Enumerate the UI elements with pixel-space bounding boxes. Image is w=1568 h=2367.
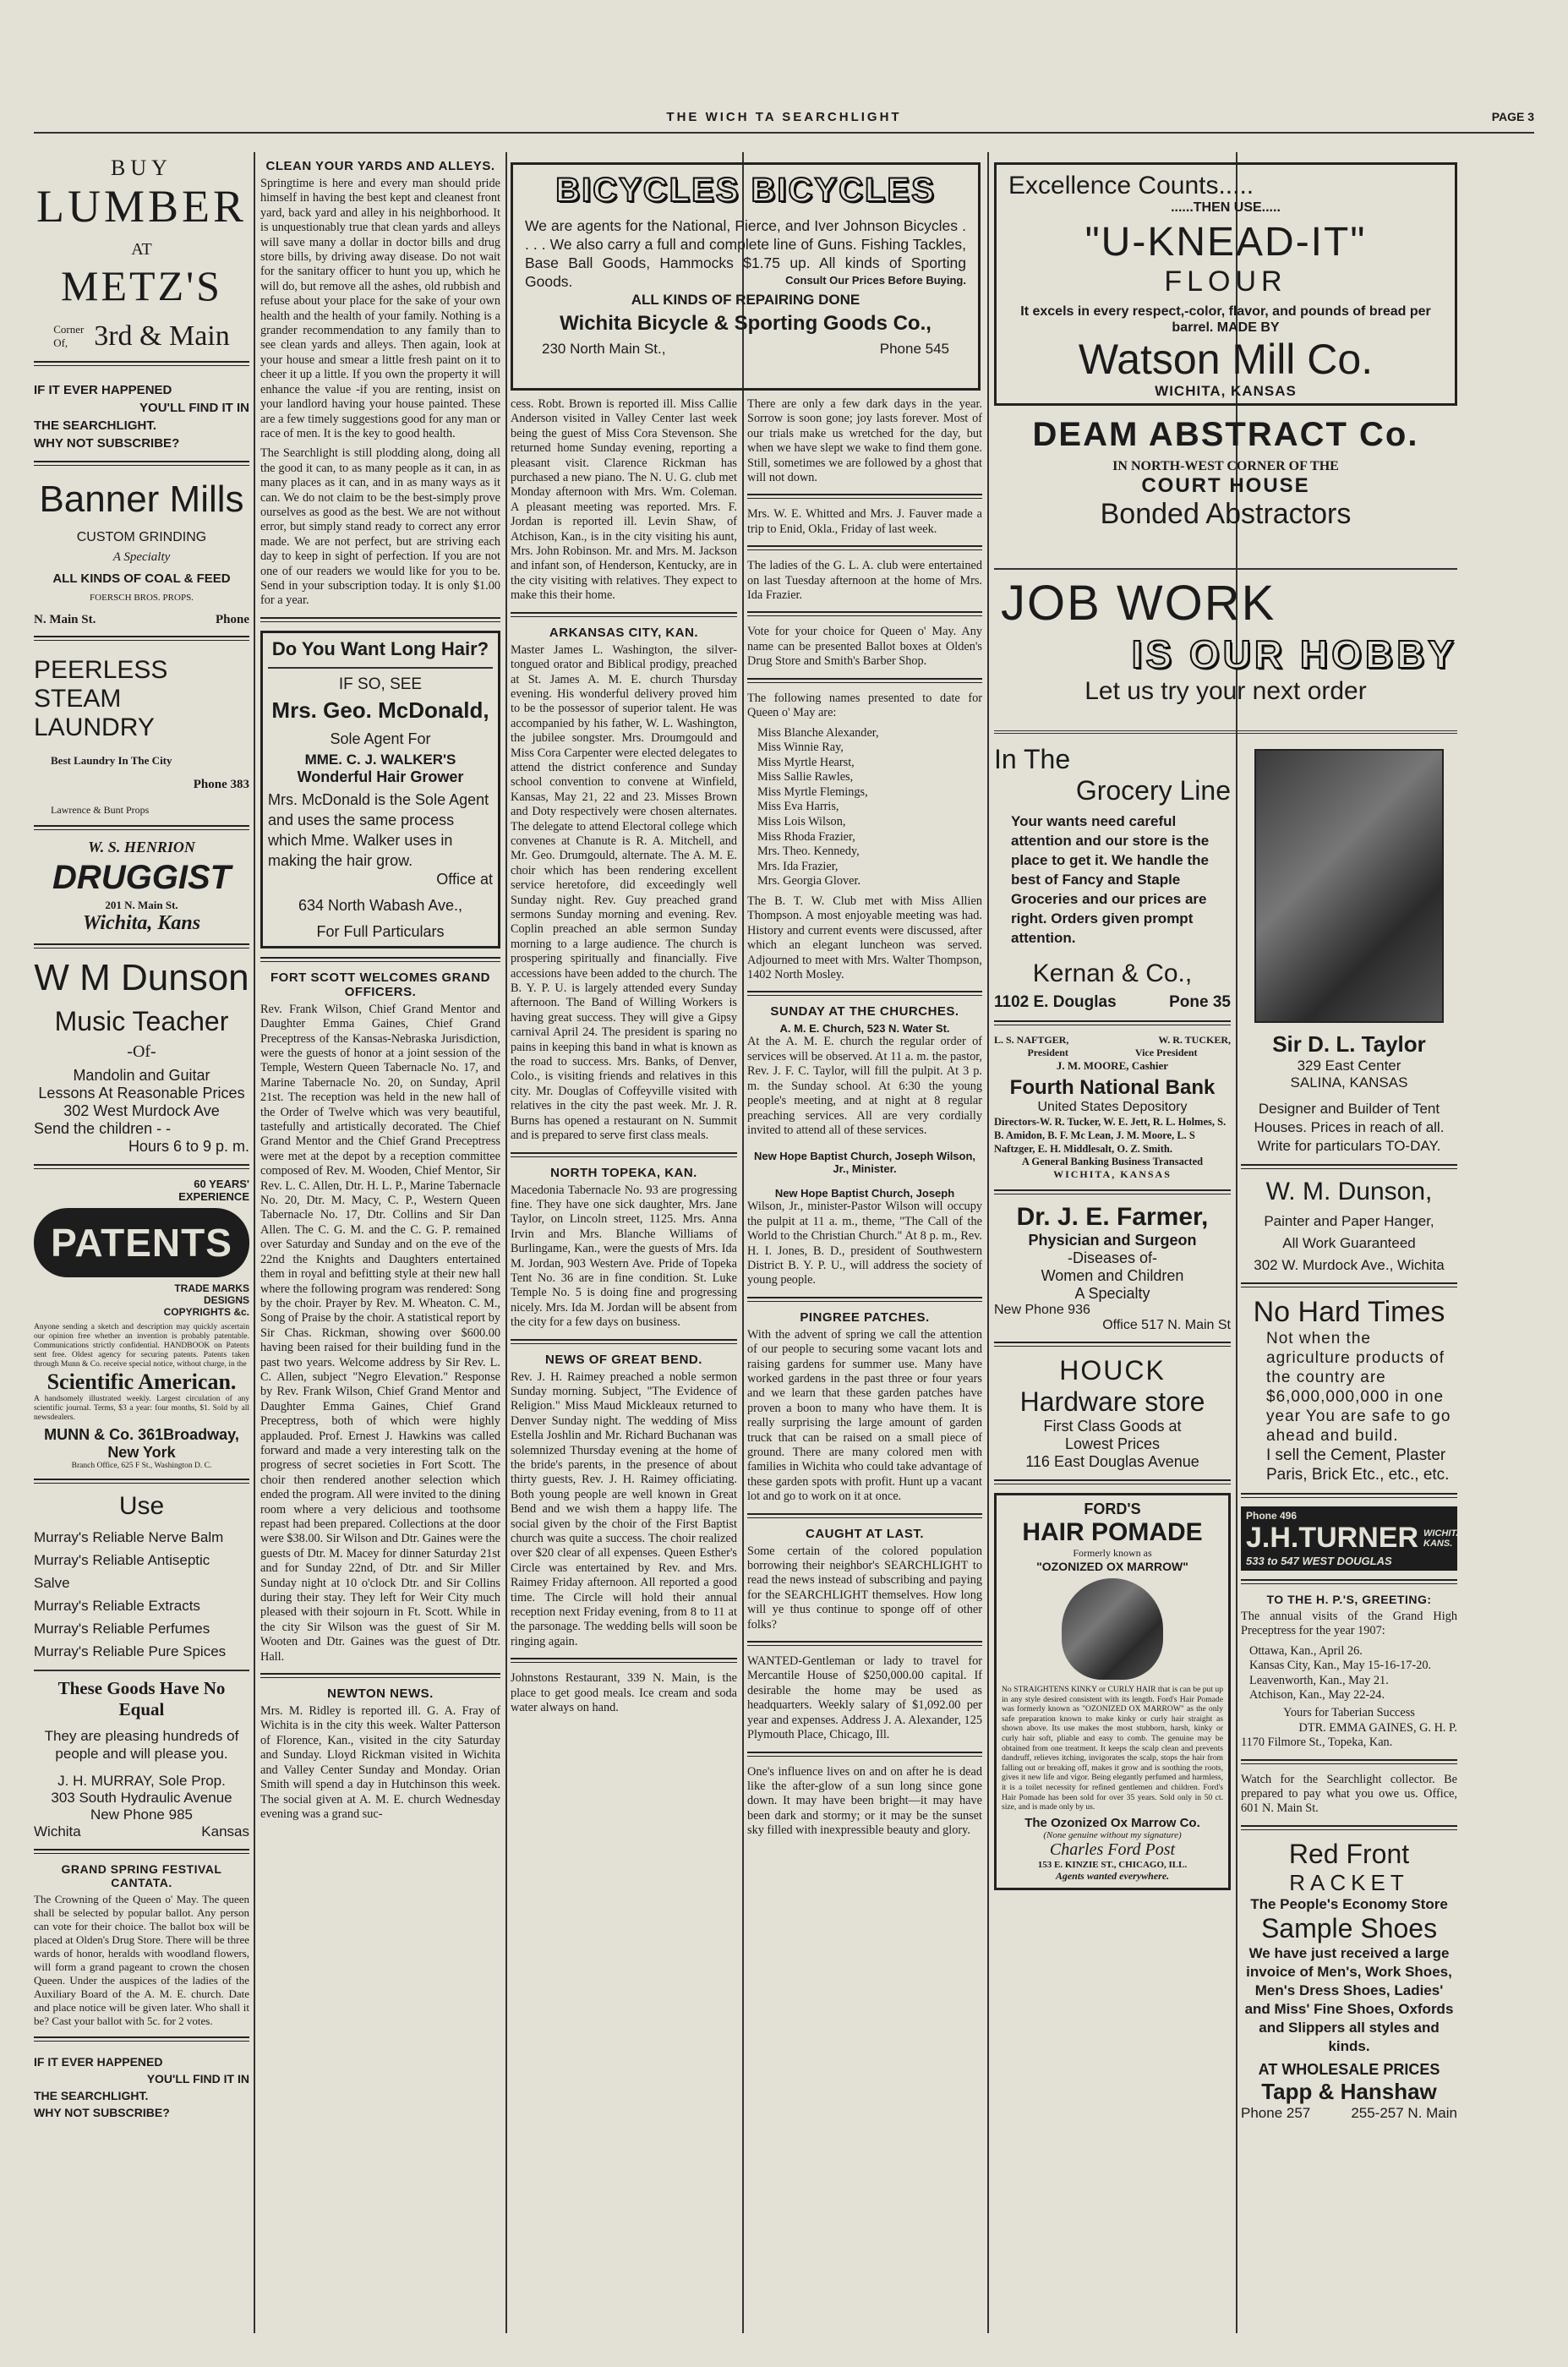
page-number: PAGE 3 xyxy=(1491,110,1534,123)
uknead-body: It excels in every respect,-color, flavor, and pounds of bread per barrel. MADE BY xyxy=(1020,304,1431,335)
notice-line: YOU'LL FIND IT IN xyxy=(139,401,249,415)
clean-yards-body: Springtime is here and every man should pride himself in having the best kept and cleanest front yard, back yard and alley in his neighborhood. It is unquestionably true that clean yards and alleys will save many a dollar in doctor bills and drug store bills, by driving away disease. Do not wait for the sanitary officer to hunt you up, which he will do, but remove all the ashes, old rubbish and refuse about your place for the sake of your own health and the health of your family. Nothing is a grander recommendation to any family than to see clean yards and alleys. Then again, look at your house and smear a little fresh paint on it to cheer it up a little. If you own the property it will enhance the value -if you are renting, insist on your landlord having your house painted. These are a few timely suggestions good for any man or race of men. It is the key to good health. xyxy=(260,177,500,440)
sunday-subhead: A. M. E. Church, 523 N. Water St. xyxy=(779,1022,950,1036)
hard-times-body: Not when the agriculture products of the country are $6,000,000,000 in one year You are safe to go ahead and build. xyxy=(1266,1330,1451,1445)
murray-slogan: These Goods Have No Equal xyxy=(57,1678,226,1719)
notice-line: THE SEARCHLIGHT. xyxy=(34,2089,149,2102)
pomade-body: No STRAIGHTENS KINKY or CURLY HAIR that is can be put up in any style desired consistent with its length. Ford's Hair Pomade was formerly known as "OZONIZED OX MARROW" as the only safe preparation known to make kinky or curly hair straight as shown above. Its use makes the most stubborn, harsh, kinky or curly hair soft, pliable and easy to comb. The genuine may be obtained from one treatment. It keeps the scalp clean and prevents dandruff, relieves itching, invigorates the scalp, stops the hair from falling out or breaking off, makes it grow and is soothing the roots, gives it new life and vigor. Being elegantly perfumed and harmless, it is a toilet necessity for refined gentlemen and children. Ford's Hair Pomade has been sold for over 35 years. Sold only in 50 ct. size, and is made only by us. xyxy=(1002,1685,1223,1812)
murray-use: Use xyxy=(118,1492,165,1520)
pingree-article xyxy=(747,1310,982,1505)
druggist-title: DRUGGIST xyxy=(52,859,232,896)
red-front-line1: Red Front xyxy=(1288,1838,1410,1869)
newton-headline: NEWTON NEWS. xyxy=(327,1686,434,1702)
wanted-notice: WANTED-Gentleman or lady to travel for Mercantile House of $250,000.00 capital. If desirable the home may be used as headquarters. Weekly salary of $1,092.00 per year and expenses. Address J. A. Alexander, 125 Plymouth Place, Chicago, Ill. xyxy=(747,1654,982,1742)
list-item: Miss Lois Wilson, xyxy=(757,815,846,829)
red-front-line4: Sample Shoes xyxy=(1260,1912,1438,1943)
taylor-address: 329 East Center xyxy=(1297,1058,1401,1074)
dunson-line: Send the children - - xyxy=(34,1120,172,1137)
list-item: Miss Sallie Rawles, xyxy=(757,770,854,784)
queen-names-list xyxy=(747,726,982,890)
hair-sole: Sole Agent For xyxy=(330,730,431,747)
sunday-churches-article xyxy=(747,1004,982,1287)
whitted-notice: Mrs. W. E. Whitted and Mrs. J. Fauver made a trip to Enid, Okla., Friday of last week. xyxy=(747,507,982,536)
red-front-phone: Phone 257 xyxy=(1241,2104,1311,2121)
bank-city: WICHITA, KANSAS xyxy=(1053,1168,1172,1180)
uknead-line1: Excellence Counts..... xyxy=(1008,172,1254,200)
hair-grower: Wonderful Hair Grower xyxy=(297,768,464,785)
murray-item: Murray's Reliable Nerve Balm xyxy=(34,1529,224,1545)
bank-officer: W. R. TUCKER, xyxy=(1158,1034,1231,1046)
bank-pres: President xyxy=(1027,1047,1068,1058)
hair-ifso: IF SO, SEE xyxy=(338,675,423,693)
druggist-address: 201 N. Main St. xyxy=(105,899,178,911)
bicycles-body: We are agents for the National, Pierce, and Iver Johnson Bicycles . . . . We also carry a full and complete line of Guns. Fishing Tackles, Base Ball Goods, Hammocks $1.75 up. All kinds of Sporting Goods. xyxy=(525,217,966,290)
notice-line: THE SEARCHLIGHT. xyxy=(34,418,157,433)
murray-phone: New Phone 985 xyxy=(90,1807,193,1823)
new-hope-subhead-2: New Hope Baptist Church, Joseph xyxy=(774,1187,955,1200)
grand-visit: Leavenworth, Kan., May 21. xyxy=(1249,1673,1389,1687)
hair-name: Mrs. Geo. McDonald, xyxy=(271,697,489,723)
bank-general: A General Banking Business Transacted xyxy=(1021,1156,1204,1167)
bank-directors: Directors-W. R. Tucker, W. E. Jett, R. L. Holmes, S. B. Amidon, B. F. Mc Lean, J. M. Moore, L. S Naftzger, E. H. Middlesalt, O. Z. Smith. xyxy=(994,1116,1227,1155)
cantata-headline: GRAND SPRING FESTIVAL CANTATA. xyxy=(61,1862,222,1889)
grocery-ad xyxy=(994,744,1231,1012)
red-front-wholesale: AT WHOLESALE PRICES xyxy=(1258,2060,1440,2078)
bicycles-phone: Phone 545 xyxy=(879,341,949,357)
grocery-phone: Pone 35 xyxy=(1169,993,1231,1011)
hair-office: Office at xyxy=(436,870,493,888)
notice-line: IF IT EVER HAPPENED xyxy=(34,2055,163,2069)
dunson-line: Lessons At Reasonable Prices xyxy=(38,1085,245,1102)
grand-visits-notice xyxy=(1241,1593,1457,1751)
notice-line: WHY NOT SUBSCRIBE? xyxy=(34,436,180,451)
turner-name: J.H.TURNER xyxy=(1246,1522,1419,1554)
bank-ad xyxy=(994,1034,1231,1181)
newton-continued: cess. Robt. Brown is reported ill. Miss Callie Anderson visited in Valley Center last week being the guest of Miss Cora Stevenson. She returned home Sunday evening, reporting a pleasant visit. Clarence Rickman has purchased a new piano. The N. U. G. club met Monday afternoon with Mrs. Wm. Coleman. A pleasant meeting was reported. Mrs. F. Jordan is reported ill. Levin Shaw, of Atchison, Kan., is in the city visiting his aunt, Mrs. John Robinson. Mr. and Mrs. M. Jackson and infant son, of Henderson, Kentucky, are in the city visiting with relatives. They expect to make this their home. xyxy=(511,397,737,603)
farmer-line: Women and Children xyxy=(1041,1267,1184,1284)
farmer-name: Dr. J. E. Farmer, xyxy=(1016,1203,1209,1231)
patents-marks: TRADE MARKS DESIGNS COPYRIGHTS &c. xyxy=(163,1282,249,1318)
peerless-name: PEERLESS xyxy=(34,656,168,684)
dark-days-paragraph: There are only a few dark days in the year. Sorrow is soon gone; joy lasts forever. Most of our trials make us wretched for the day, but when we have slept we wake to find them gone. Still, sometimes we are followed by a ghost that will not down. xyxy=(747,397,982,485)
grand-body: The annual visits of the Grand High Preceptress for the year 1907: xyxy=(1241,1610,1457,1638)
deam-line3: Bonded Abstractors xyxy=(1100,498,1352,530)
grand-close: Yours for Taberian Success xyxy=(1283,1706,1415,1720)
dunson-music-ad xyxy=(34,957,249,1156)
murray-item: Murray's Reliable Extracts xyxy=(34,1598,200,1614)
dunson-paint-line: All Work Guaranteed xyxy=(1282,1235,1416,1251)
grand-visit: Ottawa, Kan., April 26. xyxy=(1249,1643,1363,1658)
masthead-title: THE WICH TA SEARCHLIGHT xyxy=(666,110,902,124)
dunson-line: Hours 6 to 9 p. m. xyxy=(128,1138,249,1155)
dunson-of: -Of- xyxy=(127,1042,156,1061)
bank-depository: United States Depository xyxy=(1037,1100,1188,1114)
turner-phone: Phone 496 xyxy=(1246,1510,1298,1522)
vote-notice: Vote for your choice for Queen o' May. Any name can be presented Ballot boxes at Olden's Drug Store and Smith's Barber Shop. xyxy=(747,625,982,669)
dunson-line: Mandolin and Guitar xyxy=(73,1067,210,1084)
lumber-buy: BUY xyxy=(111,156,172,180)
grand-address: 1170 Filmore St., Topeka, Kan. xyxy=(1241,1736,1393,1750)
hair-mme: MME. C. J. WALKER'S xyxy=(304,751,456,768)
farmer-title: Physician and Surgeon xyxy=(1028,1232,1197,1249)
murray-ad xyxy=(34,1492,249,1840)
uknead-flour: FLOUR xyxy=(1164,265,1287,298)
farmer-line: -Diseases of- xyxy=(1067,1249,1158,1266)
patents-title-box xyxy=(34,1208,249,1277)
notice-line: WHY NOT SUBSCRIBE? xyxy=(34,2106,170,2119)
arkansas-body: Master James L. Washington, the silver-tongued orator and Biblical prodigy, preached at St. James A. M. E. church Thursday evening. His wonderful delivery proved him to be the possessor of superior talent. He was accompanied by his father, W. L. Washington, the jubilee songster. Mrs. Droumgould and Miss Cora Carpenter were elected delegates to attend the district conference and Sunday school convention to convene at Winfield, Kansas, May 21, 22 and 23. Misses Brown and Doty respectively were chosen alternates. The delegate to attend Electoral college which convenes at Chanute is R. A. Mitchell, and Mr. Geo. Drumgould, alternate. The A. M. E. choir which has been rendering excellent service heretofore, did exceedingly well Sunday night. Rev. Guy preached grand sermons Sunday morning and evening. Rev. Coplin preached an able sermon Sunday morning to a large audience. The church is prospering spiritually and financially. Five accessions have been added to the church. The B. Y. P. U. is largely attended every Sunday afternoon. The Band of Willing Workers is having great success. They will give a Gipsy carnival April 24. The president is sparing no pains in keeping this band in what is known as the road to success. Mrs. Banks, of Denver, Colo., is visiting friends and relatives in this city. Mr. Douglas of Coffeyville visited with relatives in the city the past week. Mr. J. R. Burns has opened a restaurant on N. Summit and is prepared to serve first class meals. xyxy=(511,642,737,1143)
taylor-body: Designer and Builder of Tent Houses. Prices in reach of all. Write for particulars TO-DAY. xyxy=(1254,1101,1445,1154)
deam-line1: IN NORTH-WEST CORNER OF THE xyxy=(1112,459,1339,473)
bank-name: Fourth National Bank xyxy=(1009,1076,1216,1099)
deam-line2: COURT HOUSE xyxy=(1141,474,1310,497)
pomade-address: 153 E. KINZIE ST., CHICAGO, ILL. xyxy=(1037,1859,1188,1870)
lumber-address: 3rd & Main xyxy=(94,320,230,352)
peerless-name: STEAM xyxy=(34,685,122,713)
taylor-photo xyxy=(1254,749,1444,1023)
queen-names-intro: The following names presented to date for Queen o' May are: xyxy=(747,691,982,720)
turner-address: 533 to 547 WEST DOUGLAS xyxy=(1246,1555,1392,1567)
column-6 xyxy=(1241,744,1466,2333)
houck-address: 116 East Douglas Avenue xyxy=(1025,1453,1199,1470)
dunson-paint-line: 302 W. Murdock Ave., Wichita xyxy=(1254,1257,1445,1273)
clean-yards-headline: CLEAN YOUR YARDS AND ALLEYS. xyxy=(265,159,495,173)
pomade-company: The Ozonized Ox Marrow Co. xyxy=(1024,1815,1200,1830)
banner-line: FOERSCH BROS. PROPS. xyxy=(90,593,194,603)
patents-body2: A handsomely illustrated weekly. Largest circulation of any scientific journal. Terms, $3 a year: four months, $1. Sold by all newsdealers. xyxy=(34,1395,249,1422)
lumber-ad xyxy=(34,156,249,353)
influence-paragraph: One's influence lives on and on after he is dead like the after-glow of a sun long since gone down. It may have been bright—it may have been dark and stormy; or it may be the sunset sky filled with inexpressible beauty and glory. xyxy=(747,1764,982,1838)
houck-name: HOUCK xyxy=(1059,1355,1166,1386)
grocery-body: Your wants need careful attention and our store is the place to get it. We handle the best of Fancy and Staple Groceries and our prices are right. Orders given prompt attention. xyxy=(1011,813,1210,946)
murray-item: Murray's Reliable Pure Spices xyxy=(34,1643,227,1659)
pomade-ox: "OZONIZED OX MARROW" xyxy=(1036,1560,1188,1573)
bicycles-ad xyxy=(511,162,981,391)
grocery-line1: In The xyxy=(994,744,1071,774)
bank-officer: L. S. NAFTGER, xyxy=(994,1034,1069,1046)
banner-mills-name: Banner Mills xyxy=(39,478,244,520)
newton-body: Mrs. M. Ridley is reported ill. G. A. Fray of Wichita is in the city this week. Walter Patterson of Florence, Kan., visited in the city Saturday and Sunday. Lloyd Rickman visited in Wichita and Valley Center Sunday and Monday. Orian Smith will spend a day in Hutchinson this week. The social given at A. M. E. church Wednesday evening was a grand suc- xyxy=(260,1704,500,1821)
subscribe-notice-2 xyxy=(34,2053,249,2121)
cantata-article xyxy=(34,1862,249,2028)
hair-address: 634 North Wabash Ave., xyxy=(298,896,463,914)
murray-address: 303 South Hydraulic Avenue xyxy=(51,1790,232,1806)
pomade-formerly: Formerly known as xyxy=(1073,1547,1152,1559)
job-line3: Let us try your next order xyxy=(1084,677,1367,705)
caught-body: Some certain of the colored population borrowing their neighbor's SEARCHLIGHT to read the news instead of subscribing and paying for the SEARCHLIGHT themselves. How long will ye thus continue to sponge off of other folks? xyxy=(747,1544,982,1632)
notice-line: YOU'LL FIND IT IN xyxy=(146,2072,249,2085)
north-topeka-body: Macedonia Tabernacle No. 93 are progressing fine. They have one sick daughter, Mrs. Jane Taylor, on Lincoln street, 1125. Mrs. Anna Irvin and Mrs. Blanche Williams of Burlingame, Kan., were the guests of Mrs. Ida M. Jordan, 903 Western Ave. Pride of Topeka Tent No. 36 are in fine condition. St. Luke Temple No. 5 is doing fine and progressing nicely. Mrs. Ida M. Jordan will be absent from the city for a few days on business. xyxy=(511,1183,737,1330)
woman-portrait-icon xyxy=(1062,1578,1163,1680)
patents-ad xyxy=(34,1178,249,1470)
hair-headline: Do You Want Long Hair? xyxy=(271,637,489,659)
arkansas-headline: ARKANSAS CITY, KAN. xyxy=(549,625,699,640)
dunson-name: W M Dunson xyxy=(34,957,249,998)
houck-line2: First Class Goods at xyxy=(1043,1418,1182,1435)
uknead-city: WICHITA, KANSAS xyxy=(1155,383,1297,399)
druggist-city: Wichita, Kans xyxy=(82,912,201,934)
column-5 xyxy=(994,744,1231,2333)
list-item: Miss Blanche Alexander, xyxy=(757,725,879,740)
houck-line3: Lowest Prices xyxy=(1064,1435,1161,1452)
murray-city: Wichita xyxy=(34,1823,81,1839)
hair-full: For Full Particulars xyxy=(316,922,445,940)
list-item: Miss Winnie Ray, xyxy=(757,741,844,755)
north-topeka-article xyxy=(511,1166,737,1331)
hard-times-line2: I sell the Cement, Plaster Paris, Brick Etc., etc., etc. xyxy=(1266,1446,1450,1484)
deam-abstract-ad xyxy=(994,416,1457,531)
great-bend-headline: NEWS OF GREAT BEND. xyxy=(545,1352,702,1367)
taylor-ad xyxy=(1241,1031,1457,1156)
banner-line: ALL KINDS OF COAL & FEED xyxy=(52,571,231,586)
pomade-ad xyxy=(994,1493,1231,1890)
murray-owner: J. H. MURRAY, Sole Prop. xyxy=(57,1773,226,1789)
job-line1: JOB WORK xyxy=(1001,576,1276,631)
column-4 xyxy=(747,397,982,2333)
dunson-title: Music Teacher xyxy=(54,1006,229,1036)
uknead-name: "U-KNEAD-IT" xyxy=(1084,220,1367,265)
great-bend-article xyxy=(511,1353,737,1650)
patents-body: Anyone sending a sketch and description may quickly ascertain our opinion free whether an invention is probably patentable. Communications strictly confidential. HANDBOOK on Patents sent free. Oldest agency for securing patents. Patents taken through Munn & Co. receive special notice, without charge, in the xyxy=(34,1323,249,1369)
subscribe-notice-1 xyxy=(34,381,249,452)
notice-line: IF IT EVER HAPPENED xyxy=(34,383,172,397)
pingree-headline: PINGREE PATCHES. xyxy=(800,1309,930,1325)
job-line2: IS OUR HOBBY xyxy=(1131,632,1457,676)
bicycles-company: Wichita Bicycle & Sporting Goods Co., xyxy=(560,312,932,335)
banner-line: A Specialty xyxy=(112,550,171,564)
farmer-office: Office 517 N. Main St xyxy=(1102,1318,1231,1332)
peerless-name: LAUNDRY xyxy=(34,713,155,741)
great-bend-body: Rev. J. H. Raimey preached a noble sermon Sunday morning. Subject, "The Evidence of Religion." Miss Maud Mickleaux returned to Denver Sunday night. The wedding of Miss Estella Joshlin and Mr. Richard Buchanan was solemnized Thursday evening at the home of the bride's parents, in the presence of about thirty guests, Rev. J. H. Raimey officiating. Both young people are well known in Great Bend and we wish them a happy life. The social given by the choir of the First Baptist church was quite a success. The choir realized over $20 clear of all expenses. Queen Esther's Circle was entertained by Rev. and Mrs. Raimey Friday afternoon. All reported a good time. The Circle will hold their annual reception next Friday evening, from 8 to 11 at the parsonage. The wedding bells will soon be ringing again. xyxy=(511,1369,737,1648)
peerless-phone: Phone 383 xyxy=(193,778,249,791)
btw-club-notice: The B. T. W. Club met with Miss Allien Thompson. A most enjoyable meeting was had. History and current events were discussed, after which an elegant luncheon was served. Adjourned to meet with Mrs. Walter Thompson, 1402 North Mosley. xyxy=(747,894,982,982)
turner-city: WICHITA, KANS. xyxy=(1423,1528,1466,1549)
taylor-city: SALINA, KANSAS xyxy=(1290,1074,1408,1091)
pomade-title: HAIR POMADE xyxy=(1022,1518,1203,1546)
column-1 xyxy=(34,152,249,2333)
list-item: Mrs. Theo. Kennedy, xyxy=(757,845,860,859)
bank-vp: Vice President xyxy=(1134,1047,1198,1058)
fort-scott-article xyxy=(260,970,500,1665)
red-front-body: We have just received a large invoice of Men's, Work Shoes, Men's Dress Shoes, Ladies' and Miss' Fine Shoes, Oxfords and Slippers all styles and kinds. xyxy=(1244,1944,1454,2054)
cantata-body: The Crowning of the Queen o' May. The queen shall be selected by popular ballot. Any person can vote for their choice. The ballot box will be placed at Olden's Drug Store. There will be three wards of honor, heralds with woodland flowers, will form a grand pageant to crown the chosen Queen. Under the auspices of the ladies of the Auxiliary Board of the A. M. E. church. Date and place notice will be given later. Who shall it be? Cast your ballot with 5c. for 2 votes. xyxy=(34,1893,249,2027)
farmer-ad xyxy=(994,1203,1231,1333)
murray-item: Murray's Reliable Antiseptic Salve xyxy=(34,1552,210,1591)
red-front-line3: The People's Economy Store xyxy=(1250,1895,1448,1912)
red-front-address: 255-257 N. Main xyxy=(1351,2104,1457,2121)
banner-line: N. Main St. xyxy=(34,613,96,626)
grand-visit: Atchison, Kan., May 22-24. xyxy=(1249,1688,1385,1703)
grand-visit: Kansas City, Kan., May 15-16-17-20. xyxy=(1249,1659,1432,1673)
farmer-phone: New Phone 936 xyxy=(994,1303,1090,1317)
list-item: Mrs. Georgia Glover. xyxy=(757,874,861,888)
caught-headline: CAUGHT AT LAST. xyxy=(806,1526,924,1541)
dunson-line: 302 West Murdock Ave xyxy=(63,1102,220,1119)
dunson-paint-name: W. M. Dunson, xyxy=(1265,1178,1433,1205)
bicycles-headline: BICYCLES BICYCLES xyxy=(555,172,936,209)
uknead-mill: Watson Mill Co. xyxy=(1078,336,1374,383)
new-hope-body: Wilson, Jr., minister-Pastor Wilson will occupy the pulpit at 11 a. m., theme, "The Call of the World to the Christian Church." At 8 p. m., Rev. H. I. Jones, B. D., president of Southwestern District B. Y. P. U., will address the society of young people. xyxy=(747,1200,982,1287)
deam-name: DEAM ABSTRACT Co. xyxy=(1032,416,1419,453)
houck-line1: Hardware store xyxy=(1019,1386,1205,1417)
bicycles-consult: Consult Our Prices Before Buying. xyxy=(785,274,966,287)
bicycles-repair: ALL KINDS OF REPAIRING DONE xyxy=(631,292,860,308)
lumber-corner: Corner Of, xyxy=(53,323,85,349)
turner-ad xyxy=(1241,1506,1466,1571)
peerless-line: Best Laundry In The City xyxy=(51,754,172,767)
clean-yards-article xyxy=(260,159,500,609)
masthead xyxy=(34,110,1534,144)
grocery-line2: Grocery Line xyxy=(1075,775,1231,806)
column-3 xyxy=(511,397,737,2333)
pomade-fords: FORD'S xyxy=(1084,1501,1141,1517)
list-item: Mrs. Ida Frazier, xyxy=(757,859,839,873)
sunday-headline: SUNDAY AT THE CHURCHES. xyxy=(770,1004,959,1020)
red-front-ad xyxy=(1241,1839,1457,2122)
banner-mills-ad xyxy=(34,478,249,627)
hair-body: Mrs. McDonald is the Sole Agent and uses the same process which Mme. Walker uses in making the hair grow. xyxy=(268,790,489,869)
gla-notice: The ladies of the G. L. A. club were entertained on last Tuesday afternoon at the home of Mrs. Ida Frazier. xyxy=(747,559,982,603)
hard-times-ad xyxy=(1241,1296,1457,1484)
murray-item: Murray's Reliable Perfumes xyxy=(34,1621,210,1637)
caught-article xyxy=(747,1527,982,1632)
fort-scott-headline: FORT SCOTT WELCOMES GRAND OFFICERS. xyxy=(270,970,490,999)
grocery-name: Kernan & Co., xyxy=(1032,959,1193,987)
druggist-owner: W. S. HENRION xyxy=(88,839,195,856)
grand-headline: TO THE H. P.'S, GREETING: xyxy=(1266,1593,1432,1606)
collector-notice: Watch for the Searchlight collector. Be prepared to pay what you owe us. Office, 601 N. Main St. xyxy=(1241,1772,1457,1816)
patents-munn: MUNN & Co. 361Broadway, New York xyxy=(44,1426,239,1461)
bank-cashier: J. M. MOORE, Cashier xyxy=(1056,1059,1169,1072)
lumber-word: LUMBER xyxy=(36,181,248,232)
johnstons-notice: Johnstons Restaurant, 339 N. Main, is the place to get good meals. Ice cream and soda water always on hand. xyxy=(511,1671,737,1715)
pingree-body: With the advent of spring we call the attention of our people to securing some vacant lots and raising gardens for summer use. Many have worked gardens in the past three or four years and we learn that these garden patches have proven a boon to many who have them. It is really surprising the large amount of garden truck that can be raised on a small piece of ground. There are many colored men with families in Wichita who could take advantage of these garden spots with profit. Hunt up a vacant lot and go to work on it at once. xyxy=(747,1327,982,1504)
patents-branch: Branch Office, 625 F St., Washington D. C. xyxy=(71,1462,212,1470)
patents-experience: 60 YEARS' EXPERIENCE xyxy=(178,1178,249,1203)
lumber-at: AT xyxy=(131,240,152,259)
murray-line: They are pleasing hundreds of people and will please you. xyxy=(44,1728,239,1762)
red-front-line2: RACKET xyxy=(1289,1869,1409,1895)
bicycles-address: 230 North Main St., xyxy=(542,341,666,357)
patents-sci-american: Scientific American. xyxy=(46,1369,237,1394)
banner-line: Phone xyxy=(215,613,249,626)
north-topeka-headline: NORTH TOPEKA, KAN. xyxy=(550,1165,697,1180)
job-work-ad xyxy=(994,568,1457,734)
peerless-line: Lawrence & Bunt Props xyxy=(51,804,150,816)
dunson-paint-line: Painter and Paper Hanger, xyxy=(1264,1213,1434,1229)
uknead-ad xyxy=(994,162,1457,406)
druggist-ad xyxy=(34,839,249,935)
grand-signature: DTR. EMMA GAINES, G. H. P. xyxy=(1298,1720,1457,1735)
uknead-line2: ......THEN USE..... xyxy=(1171,200,1281,215)
houck-ad xyxy=(994,1355,1231,1471)
clean-yards-body2: The Searchlight is still plodding along, doing all the good it can, to as many people as it can, in as many places as it can, and in as many ways as it can. We do not claim to be the best-simply prove ourselves as good as the best. We are not without error, but simply stand ready to correct any error made. We are not perfect, but are striving each day to keep in sight of perfection. If you are not one of our readers we would like for you to be. Send in your subscription today. It is only $1.00 for a year. xyxy=(260,446,500,608)
pomade-agents: Agents wanted everywhere. xyxy=(1055,1869,1170,1882)
pomade-signature: Charles Ford Post xyxy=(1049,1839,1176,1859)
arkansas-city-article xyxy=(511,626,737,1144)
grocery-address: 1102 E. Douglas xyxy=(994,993,1117,1011)
taylor-name: Sir D. L. Taylor xyxy=(1272,1031,1426,1057)
farmer-line: A Specialty xyxy=(1074,1285,1150,1302)
list-item: Miss Myrtle Flemings, xyxy=(757,784,868,799)
banner-line: CUSTOM GRINDING xyxy=(76,530,207,544)
lumber-name: METZ'S xyxy=(61,262,222,309)
patents-title: PATENTS xyxy=(51,1221,232,1265)
sunday-body: At the A. M. E. church the regular order of services will be observed. At 11 a. m. the pastor, Rev. J. F. C. Taylor, will fill the pulpit. At 3 p. m. the Sunday school. At 6:30 the young people's meeting, and at night at 8 regular preaching services. All are very cordially invited to attend all of these services. xyxy=(747,1035,982,1137)
list-item: Miss Eva Harris, xyxy=(757,800,839,814)
dunson-paint-ad xyxy=(1241,1178,1457,1274)
peerless-laundry-ad xyxy=(34,656,249,817)
list-item: Miss Myrtle Hearst, xyxy=(757,755,855,769)
list-item: Miss Rhoda Frazier, xyxy=(757,829,855,844)
hard-times-headline: No Hard Times xyxy=(1253,1296,1445,1328)
new-hope-subhead: New Hope Baptist Church, Joseph Wilson, Jr., Minister. xyxy=(753,1150,976,1176)
newton-article xyxy=(260,1686,500,1822)
murray-state: Kansas xyxy=(201,1823,249,1839)
pomade-genuine: (None genuine without my signature) xyxy=(1043,1829,1182,1840)
fort-scott-body: Rev. Frank Wilson, Chief Grand Mentor and Daughter Emma Gaines, Chief Grand Preceptress of the Kansas-Nebraska Jurisdiction, were the guests of honor at a joint session of the Temple, Western Queen Tabernacle No. 17, and Marine Tabernacle No. 20, on Sunday, April 21st. The reception was held in the new hall of the Order of Twelve which was very beautiful, tastefully and artistically decorated. The Chief Grand Mentor and the Chief Grand Preceptress were met at the depot by a reception committee composed of Rev. M. Wooden, Chief Mentor, Sir Rev. L. C. Allen, Dtr. H. L. P., Marine Tabernacle No. 20, Dtr. M. Macy, C. P., Western Queen Tabernacle No. 17, Dtr. Collins and Sir Dan Allen. The C. G. M. and the C. G. P. remained over Saturday and Sunday and on the eve of the 22nd the Knights and Daughters entertained them in royal and befitting style at their new hall where the following program was rendered: Song by the choir. Prayer by Rev. M. Wheaton. C. M., Song of Praise by the choir. A statistical report by Sir Chas. Rickman, showing over $600.00 having been raised for their building fund in the past two years. Welcome address by Sir Rev. L. C. Allen, subject "Negro Elevation." Response by Rev. Frank Wilson, Chief Grand Mentor and Daughter Emma Gaines, Chief Grand Preceptress, both of which were highly applauded. Prof. Ernest J. Hawkins was called forward and made a very interesting talk on the progress of secret societies in Fort Scott. The choir then rendered another selection which ended the program. All were invited to the dining room where a very delicious and toothsome repast had been prepared. Collections at the door were $38.00. Sir Wilson and Dtr. Gaines were the guests of Dtr. M. Macey for dinner Saturday 21st and for Sunday 22nd, of Dtr. and Sir Miller Sunday night at 10 o'clock Dtr. and Sir Collins during their stay. They left for Weir City much pleased with their sojourn in Ft. Scott. While in the city Sir Wilson was the guest of Sir M. Wooten and Dtr. Gaines was the guest of Dtr. Hall. xyxy=(260,1002,500,1664)
red-front-name: Tapp & Hanshaw xyxy=(1261,2078,1437,2104)
column-2 xyxy=(260,152,500,2333)
long-hair-ad xyxy=(260,631,500,948)
